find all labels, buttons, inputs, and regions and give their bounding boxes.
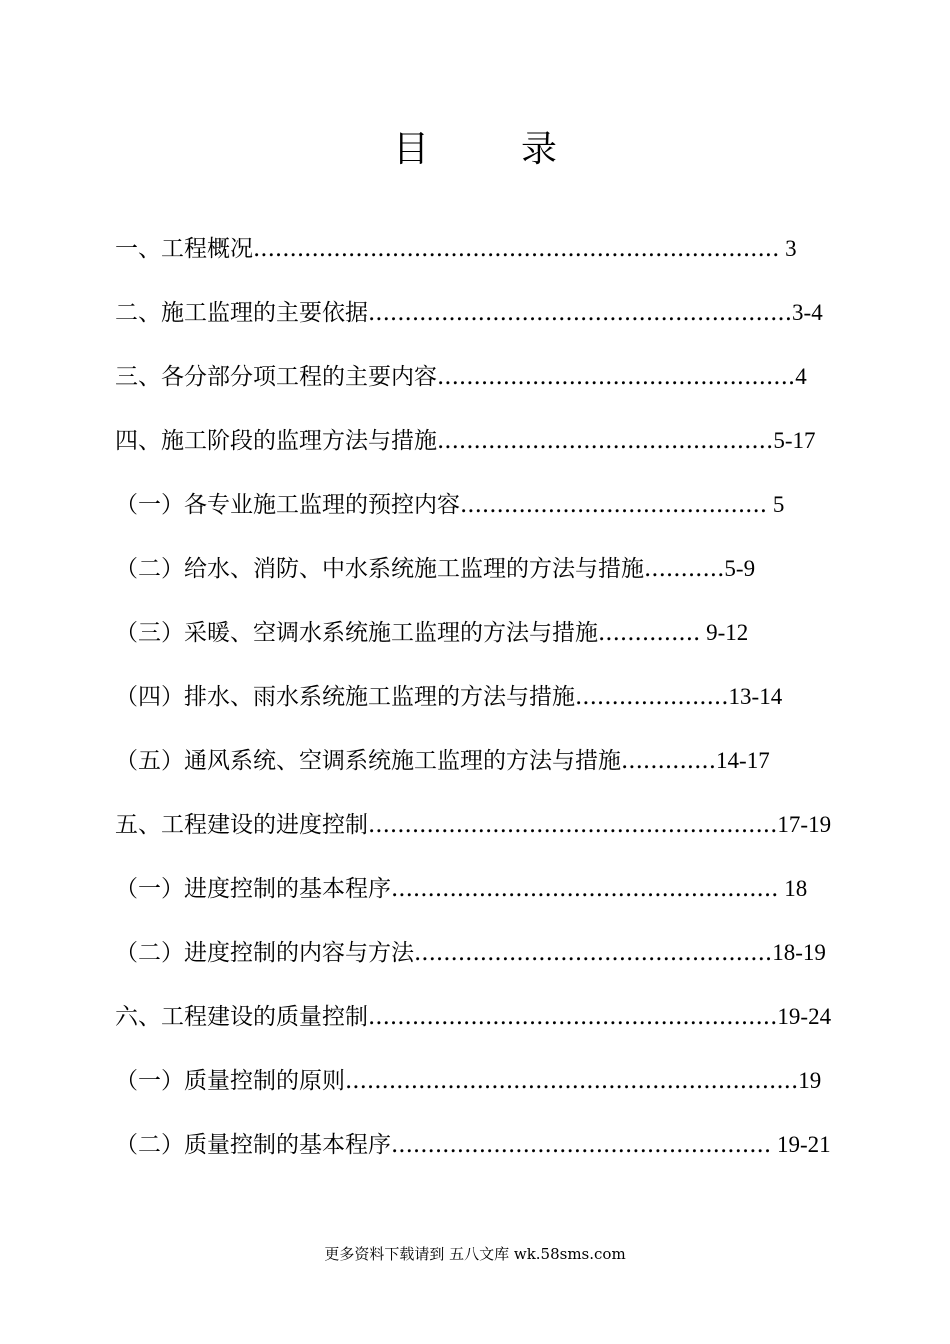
toc-entry[interactable] bbox=[115, 362, 807, 392]
toc-entry-leader: .............. bbox=[598, 620, 701, 646]
toc-entry-label: 三、各分部分项工程的主要内容 bbox=[115, 364, 437, 390]
toc-entry-label: （一）各专业施工监理的预控内容 bbox=[115, 492, 460, 518]
toc-entry-leader: .................................................... bbox=[391, 1132, 772, 1158]
toc-entry-label: （四）排水、雨水系统施工监理的方法与措施 bbox=[115, 684, 575, 710]
toc-entry[interactable] bbox=[115, 426, 815, 456]
toc-entry[interactable] bbox=[115, 1002, 831, 1032]
toc-entry-label: 四、施工阶段的监理方法与措施 bbox=[115, 428, 437, 454]
toc-entry[interactable] bbox=[115, 554, 755, 584]
toc-entry-page: 5-9 bbox=[724, 556, 756, 581]
toc-entry[interactable] bbox=[115, 298, 823, 328]
toc-entry-label: （一）进度控制的基本程序 bbox=[115, 876, 391, 902]
toc-entry[interactable] bbox=[115, 1130, 831, 1160]
footer-note: 更多资料下载请到 五八文库 wk.58sms.com bbox=[324, 1245, 626, 1263]
toc-entry-page: 19-24 bbox=[777, 1004, 832, 1029]
toc-entry-leader: ..................................................... bbox=[391, 876, 779, 902]
toc-entry-leader: .......................................... bbox=[460, 492, 768, 518]
toc-entry-leader: ................................................. bbox=[437, 364, 796, 390]
toc-entry-leader: ........................................................ bbox=[368, 812, 778, 838]
toc-entry-page: 4 bbox=[795, 364, 807, 389]
toc-entry-leader: .............................................. bbox=[437, 428, 774, 454]
toc-entry-leader: ..................... bbox=[575, 684, 729, 710]
toc-entry[interactable] bbox=[115, 1066, 821, 1096]
toc-entry-page: 18 bbox=[778, 876, 808, 901]
toc-entry-leader: ........................................................................ bbox=[253, 236, 780, 262]
toc-entry-label: （三）采暖、空调水系统施工监理的方法与措施 bbox=[115, 620, 598, 646]
toc-entry[interactable] bbox=[115, 618, 748, 648]
toc-entry-leader: ............. bbox=[621, 748, 717, 774]
toc-entry-label: 五、工程建设的进度控制 bbox=[115, 812, 368, 838]
toc-entry-page: 9-12 bbox=[700, 620, 749, 645]
toc-entry-leader: ................................................. bbox=[414, 940, 773, 966]
toc-entry-label: （五）通风系统、空调系统施工监理的方法与措施 bbox=[115, 748, 621, 774]
toc-entry-page: 17-19 bbox=[777, 812, 832, 837]
toc-entry-leader: .............................................................. bbox=[345, 1068, 799, 1094]
toc-entry[interactable] bbox=[115, 938, 826, 968]
toc-entry-page: 3 bbox=[779, 236, 797, 261]
toc-entry-page: 19-21 bbox=[771, 1132, 831, 1157]
toc-entry[interactable] bbox=[115, 746, 770, 776]
toc-entry-page: 19 bbox=[798, 1068, 822, 1093]
toc-entry-label: 一、工程概况 bbox=[115, 236, 253, 262]
toc-entry-label: 二、施工监理的主要依据 bbox=[115, 300, 368, 326]
toc-entry[interactable] bbox=[115, 874, 807, 904]
toc-entry[interactable] bbox=[115, 234, 797, 264]
toc-entry-label: （二）给水、消防、中水系统施工监理的方法与措施 bbox=[115, 556, 644, 582]
page-title: 目 录 bbox=[392, 129, 585, 170]
toc-entry[interactable] bbox=[115, 490, 784, 520]
toc-entry-label: 六、工程建设的质量控制 bbox=[115, 1004, 368, 1030]
toc-entry-label: （二）质量控制的基本程序 bbox=[115, 1132, 391, 1158]
toc-entry-leader: ........... bbox=[644, 556, 725, 582]
toc-entry-page: 5-17 bbox=[773, 428, 816, 453]
toc-entry-page: 14-17 bbox=[716, 748, 770, 773]
toc-entry-leader: .......................................................... bbox=[368, 300, 793, 326]
toc-entry-label: （一）质量控制的原则 bbox=[115, 1068, 345, 1094]
toc-entry-label: （二）进度控制的内容与方法 bbox=[115, 940, 414, 966]
toc-entry-page: 3-4 bbox=[792, 300, 823, 325]
toc-entry-page: 5 bbox=[767, 492, 785, 517]
toc-entry-page: 18-19 bbox=[772, 940, 826, 965]
toc-entry[interactable] bbox=[115, 682, 782, 712]
toc-entry[interactable] bbox=[115, 810, 831, 840]
toc-entry-leader: ........................................................ bbox=[368, 1004, 778, 1030]
toc-entry-page: 13-14 bbox=[728, 684, 783, 709]
